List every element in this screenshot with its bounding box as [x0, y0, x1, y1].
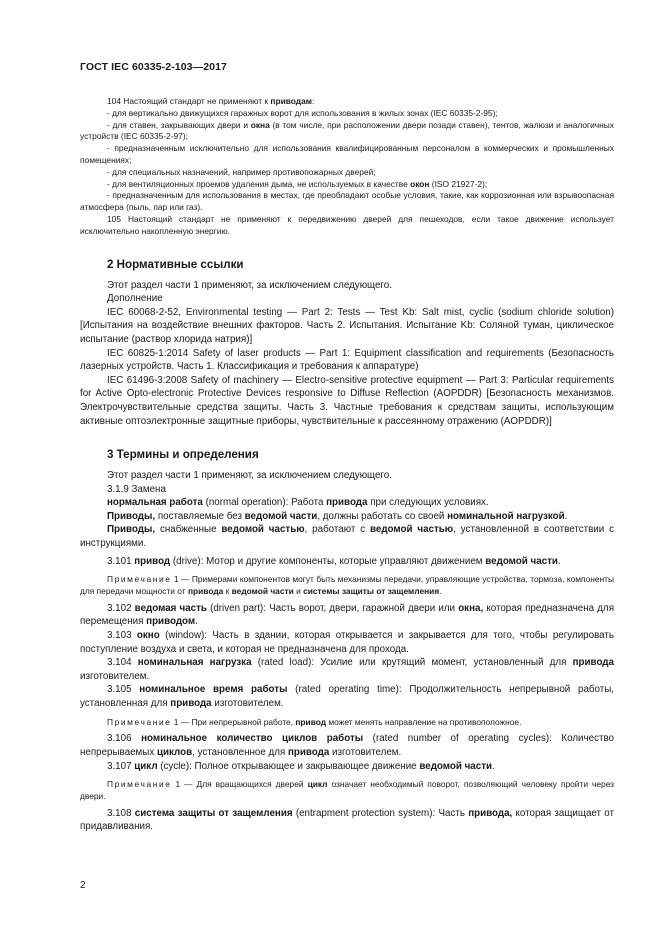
- text-run: , должны работать со своей: [317, 510, 448, 522]
- term-paragraph: [80, 732, 614, 759]
- text-run: Дополнение: [107, 293, 163, 305]
- section-3-title: 3 Термины и определения: [107, 448, 259, 462]
- text-run: 3.104: [107, 657, 138, 669]
- scope-paragraph: [80, 96, 614, 108]
- text-run: (driven part): Часть ворот, двери, гаражной двери или: [206, 602, 459, 614]
- reference-paragraph: [80, 306, 614, 347]
- text-run: - для вентиляционных проемов удаления дыма, не используемых в качестве: [107, 178, 411, 189]
- term-note: [80, 779, 614, 803]
- bold-term: привода: [187, 586, 224, 597]
- term-paragraph: [80, 602, 614, 629]
- text-run: - предназначенным для использования в местах, где преобладают особые условия, такие, как коррозионная или взрывоопасная атмосфера (пыль, пар или газ).: [80, 190, 614, 213]
- text-run: изготовителем.: [80, 670, 150, 682]
- text-run: 1 — Для вращающихся дверей: [171, 779, 308, 790]
- bold-term: привода: [170, 698, 212, 709]
- term-paragraph: [80, 807, 614, 834]
- text-run: .: [492, 760, 495, 772]
- bold-term: Приводы,: [107, 510, 156, 522]
- bold-term: привод: [295, 716, 327, 727]
- bold-term: номинальной нагрузкой: [447, 510, 565, 522]
- note-label: Примечание: [107, 574, 172, 585]
- bold-term: привода: [572, 657, 614, 669]
- bold-term: ведомой части: [244, 510, 318, 522]
- bold-term: циклов: [156, 746, 193, 758]
- text-run: Этот раздел части 1 применяют, за исключением следующего.: [107, 470, 392, 482]
- scope-paragraph: [80, 167, 614, 179]
- bold-term: номинальная нагрузка: [137, 657, 252, 669]
- text-run: .: [564, 510, 568, 522]
- text-run: означает необходимый поворот, позволяющий человеку пройти через двери.: [80, 779, 615, 801]
- scope-paragraph: [80, 190, 614, 214]
- bold-term: ведомой части: [485, 555, 558, 567]
- text-run: которая защищает от придавливания.: [80, 807, 614, 833]
- scope-paragraph: [80, 143, 614, 167]
- text-run: изготовителем.: [329, 746, 402, 758]
- text-run: IEC 61496-3:2008 Safety of machinery — Electro-sensitive protective equipment — Part 3: Particular requirements for Active Opto-electronic Protective Devices responsive to Diffuse Reflection (AOPDDR) [Безопасность механизмов. Электрочувствительные средства защиты. Часть 3. Частные требования к средствам защиты, использующим активные оптоэлектронные защитные приборы, чувствительные к рассеянному отражению (AOPDDR)]: [80, 374, 614, 427]
- text-run: которая предназначена для перемещения: [80, 602, 614, 628]
- text-run: 3.105: [107, 684, 140, 696]
- text-run: 3.1.9 Замена: [107, 483, 166, 495]
- scope-paragraph: [80, 108, 614, 120]
- text-run: (rated load): Усилие или крутящий момент, установленный для: [251, 657, 573, 669]
- bold-term: Приводы,: [107, 524, 156, 536]
- text-run: изготовителем.: [211, 698, 284, 709]
- text-run: 105 Настоящий стандарт не применяют к передвижению дверей для пешеходов, если такое движение использует исключительно накопленную энергию.: [80, 213, 614, 236]
- text-run: .: [439, 586, 442, 597]
- section-2-body: [80, 279, 614, 429]
- text-run: (cycle): Полное открывающее и закрывающее движение: [157, 760, 420, 772]
- text-run: поставляемые без: [155, 510, 245, 522]
- bold-term: нормальная работа: [107, 497, 203, 509]
- text-run: (ISO 21927-2);: [429, 178, 488, 189]
- text-run: (entrapment protection system): Часть: [292, 807, 469, 819]
- text-run: - для вертикально движущихся гаражных ворот для использования в жилых зонах (IEC 60335-2-95);: [107, 107, 498, 118]
- text-run: Этот раздел части 1 применяют, за исключением следующего.: [107, 279, 392, 291]
- bold-term: ведомой частью: [221, 524, 305, 536]
- bold-term: цикл: [134, 760, 158, 772]
- reference-paragraph: [80, 279, 614, 293]
- text-run: IEC 60825-1:2014 Safety of laser products — Part 1: Equipment classification and requirements (Безопасность лазерных устройств. Часть 1. Классификация и требования к аппаратуре): [80, 347, 614, 373]
- text-run: , установленной в соответствии с инструкциями.: [80, 524, 615, 550]
- reference-paragraph: [80, 292, 614, 306]
- term-paragraph: [80, 483, 614, 497]
- bold-term: номинальное время работы: [139, 684, 288, 696]
- term-paragraph: [80, 683, 614, 710]
- scope-paragraph: [80, 214, 614, 238]
- text-run: при следующих условиях.: [367, 497, 489, 509]
- bold-term: ведомой части: [419, 760, 493, 772]
- text-run: 1 — Примерами компонентов могут быть механизмы передачи, управляющие устройства, тормоза, компоненты для передачи мощности от: [80, 574, 614, 597]
- document-header: ГОСТ IEC 60335-2-103—2017: [80, 61, 227, 73]
- bold-term: система защиты от защемления: [134, 807, 293, 819]
- text-run: .: [195, 616, 198, 628]
- text-run: снабженные: [155, 524, 222, 536]
- text-run: (drive): Мотор и другие компоненты, которые управляют движением: [170, 555, 486, 567]
- bold-term: номинальное количество циклов работы: [141, 733, 364, 745]
- term-paragraph: [80, 760, 614, 774]
- page-number: 2: [80, 880, 86, 891]
- term-paragraph: [80, 510, 614, 524]
- term-note: [80, 717, 614, 729]
- scope-paragraph: [80, 120, 614, 144]
- scope-paragraph: [80, 179, 614, 191]
- bold-term: окна,: [458, 602, 484, 614]
- bold-term: системы защиты от защемления: [303, 586, 440, 597]
- bold-term: приводам: [270, 96, 312, 106]
- bold-term: приводом: [146, 616, 196, 628]
- bold-term: ведомой части: [231, 586, 294, 597]
- term-paragraph: [80, 656, 614, 683]
- bold-term: окон: [410, 178, 430, 189]
- bold-term: привода: [326, 497, 368, 509]
- term-paragraph: [80, 523, 614, 550]
- scope-exclusions: [80, 96, 614, 238]
- term-paragraph: [80, 496, 614, 510]
- text-run: (rated number of operating cycles): Количество непрерываемых: [80, 733, 615, 758]
- section-3-body: [80, 469, 614, 834]
- text-run: может менять направление на противоположное.: [326, 716, 522, 727]
- text-run: (rated operating time): Продолжительность непрерывной работы, установленная для: [80, 684, 614, 709]
- text-run: 1 — При непрерывной работе,: [171, 716, 296, 727]
- note-label: Примечание: [107, 716, 172, 727]
- bold-term: ведомой частью: [369, 524, 454, 536]
- text-run: и: [293, 586, 304, 597]
- text-run: , установленное для: [192, 746, 288, 758]
- term-note: [80, 574, 614, 598]
- text-run: 104 Настоящий стандарт не применяют к: [107, 96, 271, 106]
- text-run: - предназначенным исключительно для использования квалифицированным персоналом в коммерческих и промышленных помещениях;: [80, 143, 614, 165]
- text-run: (в том числе, при расположении двери позади ставен), тентов, жалюзи и аналогичных устройств (IEC 60335-2-97);: [80, 119, 614, 142]
- term-paragraph: [80, 629, 614, 656]
- reference-paragraph: [80, 374, 614, 428]
- bold-term: окна: [250, 119, 270, 130]
- text-run: :: [311, 96, 315, 106]
- document-body: [80, 96, 614, 834]
- text-run: , работают с: [304, 524, 370, 536]
- term-paragraph: [80, 555, 614, 569]
- bold-term: ведомая часть: [134, 602, 207, 614]
- text-run: 3.103: [107, 630, 137, 642]
- text-run: (window): Часть в здании, которая открывается и закрывается для того, чтобы регулировать поступление воздуха и света, и которая не предназначена для прохода.: [80, 630, 614, 655]
- text-run: к: [223, 586, 232, 597]
- text-run: 3.102: [107, 602, 135, 614]
- text-run: IEC 60068-2-52, Environmental testing — Part 2: Tests — Test Kb: Salt mist, cyclic (sodium chloride solution) [Испытания на воздействие внешних факторов. Часть 2. Испытания. Испытание Kb: Соляной туман, циклическое испытание (раствор хлорида натрия)]: [80, 306, 614, 345]
- text-run: 3.101: [107, 555, 135, 567]
- reference-paragraph: [80, 347, 614, 374]
- text-run: 3.107: [107, 760, 135, 772]
- bold-term: привод: [134, 555, 171, 567]
- text-run: .: [557, 555, 561, 567]
- section-2-title: 2 Нормативные ссылки: [107, 257, 244, 271]
- text-run: - для ставен, закрывающих двери и: [107, 119, 251, 130]
- text-run: 3.108: [107, 807, 135, 819]
- bold-term: привода: [287, 746, 330, 758]
- note-label: Примечание: [107, 779, 172, 790]
- text-run: 3.106: [107, 733, 142, 745]
- text-run: (normal operation): Работа: [202, 497, 327, 509]
- term-paragraph: [80, 469, 614, 483]
- text-run: - для специальных назначений, например противопожарных дверей;: [107, 166, 376, 177]
- bold-term: привода,: [468, 807, 513, 819]
- bold-term: цикл: [307, 779, 328, 790]
- bold-term: окно: [136, 630, 160, 642]
